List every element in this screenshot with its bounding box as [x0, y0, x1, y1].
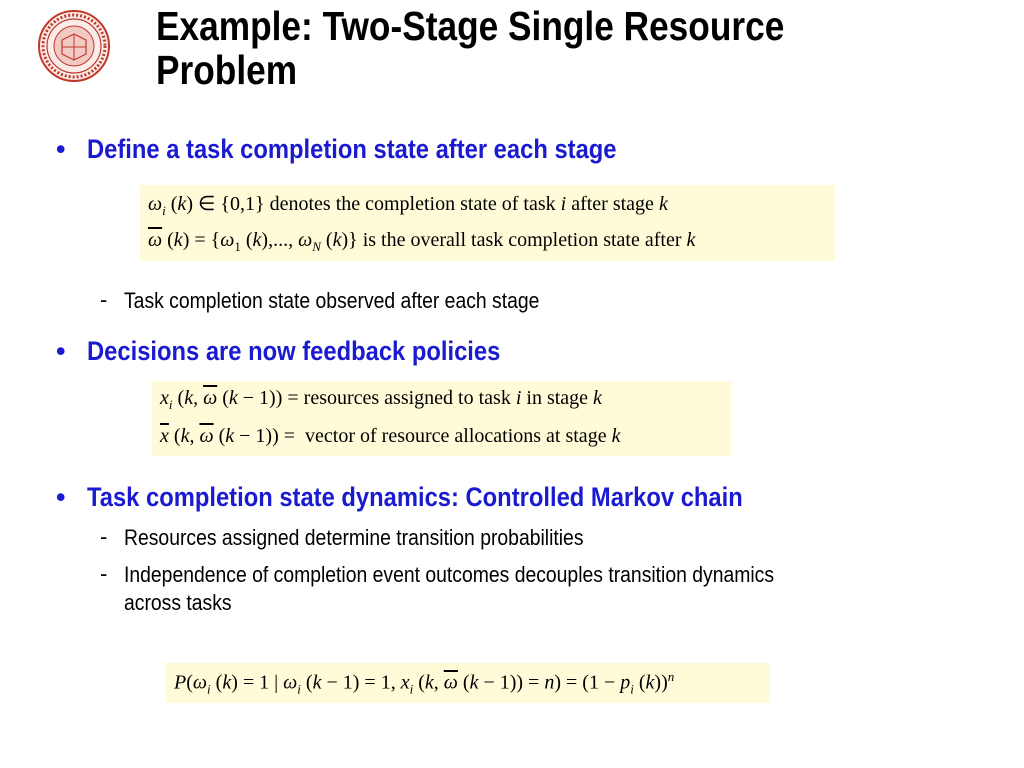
bullet-text: Decisions are now feedback policies [87, 336, 501, 366]
slide-title-line-2: Problem [156, 47, 298, 93]
sub-bullet-text: Task completion state observed after each stage [124, 288, 540, 313]
sub-bullet-text: Resources assigned determine transition probabilities [124, 525, 584, 550]
equation-text: resources assigned to task [303, 387, 511, 409]
equation-text: denotes the completion state of task [269, 193, 556, 215]
bullet-marker: • [56, 482, 66, 512]
university-seal-logo [38, 10, 110, 82]
equation-text: is the overall task completion state after [362, 229, 682, 251]
equation-text: vector of resource allocations at stage [305, 425, 607, 447]
bullet-text: Define a task completion state after each stage [87, 134, 617, 164]
equation-allocation-vector: $\overline{x}$ (k, $\overline{\omega}$ (k − 1)) = vector of resource allocations at stage k [160, 425, 621, 447]
bullet-marker: • [56, 336, 66, 366]
sub-bullet-text-continued: across tasks [124, 590, 232, 615]
math-box-transition-probability [166, 663, 770, 703]
math-box-feedback-policies [152, 381, 731, 456]
equation-transition-probability: $P(\omega_i$ (k) = 1 | $\omega_i$ (k − 1) = 1, $x_i$ (k, $\overline{\omega}$ $(k - 1)) = n) = (1 - p_i$ (k))$^n$ [174, 669, 675, 697]
sub-marker: - [100, 287, 108, 312]
slide-title [156, 4, 896, 92]
equation-resource-assignment: $x_i$ (k, $\overline{\omega}$ (k − 1)) = resources assigned to task i in stage k [160, 387, 602, 412]
bullet-marker: • [56, 134, 66, 164]
math-box-completion-state [140, 185, 835, 261]
equation-text-after: in stage [526, 387, 589, 409]
sub-bullet-text: Independence of completion event outcomes decouples transition dynamics [124, 562, 775, 587]
slide-title-line-1: Example: Two-Stage Single Resource [156, 3, 785, 49]
equation-text-after: after stage [571, 193, 654, 215]
bullet-text: Task completion state dynamics: Controlled Markov chain [87, 482, 743, 512]
sub-marker: - [100, 561, 108, 586]
sub-marker: - [100, 524, 108, 549]
equation-overall-state: $\overline{\omega}$ $(k) = \{\omega_1$ (k),..., $\omega_N$ (k)} is the overall task completion state after k [148, 229, 696, 254]
equation-completion-state: $\omega_i$ (k) ∈ {0,1} denotes the completion state of task i after stage k [148, 193, 668, 218]
